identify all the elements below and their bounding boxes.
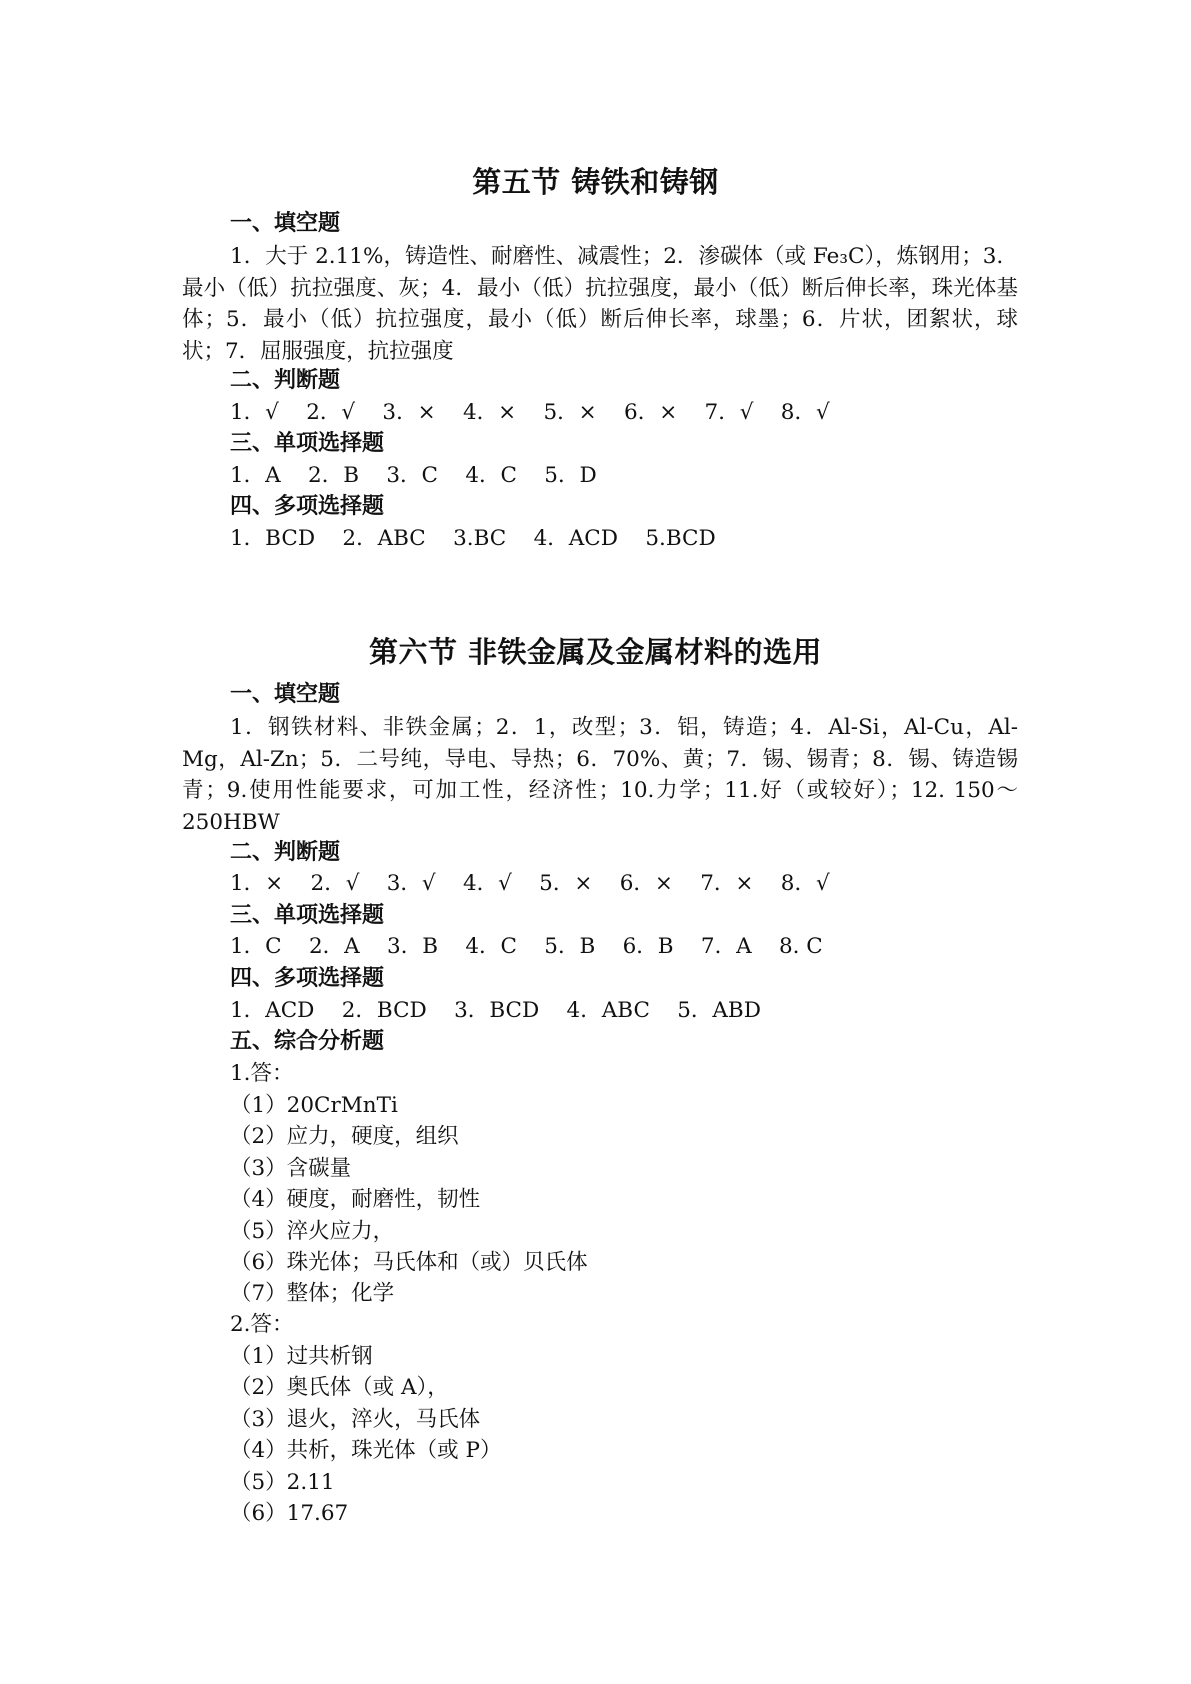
sec5-multi-answers: 1．BCD 2．ABC 3.BC 4．ACD 5.BCD xyxy=(230,526,716,551)
sec6-multi-heading: 四、多项选择题 xyxy=(230,966,385,991)
sec5-single-heading: 三、单项选择题 xyxy=(230,431,385,456)
sec6-analysis-heading: 五、综合分析题 xyxy=(230,1029,385,1054)
question2-answer-list xyxy=(230,1341,501,1529)
answer-item: （2）奥氏体（或 A）， xyxy=(230,1375,449,1401)
section6-title: 第六节 非铁金属及金属材料的选用 xyxy=(368,635,823,669)
answer-item: （2）应力，硬度，组织 xyxy=(230,1124,459,1150)
sec5-single-answers: 1．A 2．B 3．C 4．C 5．D xyxy=(230,463,597,488)
sec6-fill-heading: 一、填空题 xyxy=(230,682,341,707)
answer-item: （7）整体；化学 xyxy=(230,1281,395,1307)
answer-item: （3）退火，淬火，马氏体 xyxy=(230,1406,481,1432)
sec6-single-answers: 1．C 2．A 3．B 4．C 5．B 6．B 7．A 8. C xyxy=(230,934,823,959)
sec5-judge-heading: 二、判断题 xyxy=(230,368,341,393)
sec6-judge-heading: 二、判断题 xyxy=(230,840,341,865)
answer-item: （1）20CrMnTi xyxy=(230,1093,398,1118)
question1-answer-list xyxy=(230,1090,588,1310)
answer-item: （4）共析，珠光体（或 P） xyxy=(230,1438,502,1464)
section5-title: 第五节 铸铁和铸钢 xyxy=(472,165,719,199)
sec6-single-heading: 三、单项选择题 xyxy=(230,903,385,928)
sec5-fill-answers: 1．大于 2.11%，铸造性、耐磨性、减震性；2．渗碳体（或 Fe₃C），炼钢用；3．最小（低）抗拉强度、灰；4．最小（低）抗拉强度，最小（低）断后伸长率，珠光体基体；5．最小（低）抗拉强度，最小（低）断后伸长率，球墨；6．片状，团絮状，球状；7．屈服强度，抗拉强度 xyxy=(182,244,1018,365)
sec5-judge-answers: 1．√ 2．√ 3．× 4．× 5．× 6．× 7．√ 8．√ xyxy=(230,400,830,425)
sec5-multi-heading: 四、多项选择题 xyxy=(230,494,385,519)
sec6-multi-answers: 1．ACD 2．BCD 3．BCD 4．ABC 5．ABD xyxy=(230,998,761,1023)
question1-label: 1.答： xyxy=(230,1061,294,1086)
sec5-fill-heading: 一、填空题 xyxy=(230,211,341,236)
question2-label: 2.答： xyxy=(230,1312,294,1337)
sec6-judge-answers: 1．× 2．√ 3．√ 4．√ 5．× 6．× 7．× 8．√ xyxy=(230,871,830,896)
answer-item: （1）过共析钢 xyxy=(230,1344,373,1369)
sec6-fill-answers: 1．钢铁材料、非铁金属；2．1，改型；3．铝，铸造；4．Al-Si，Al-Cu，Al-Mg，Al-Zn；5．二号纯，导电、导热；6．70%、黄；7．锡、锡青；8．锡、铸造锡青；9.使用性能要求，可加工性，经济性；10.力学；11.好（或较好）；12. 150～250HBW xyxy=(182,715,1018,836)
answer-item: （4）硬度，耐磨性，韧性 xyxy=(230,1187,481,1213)
answer-item: （5）2.11 xyxy=(230,1469,335,1495)
answer-item: （6）17.67 xyxy=(230,1501,349,1527)
answer-item: （5）淬火应力， xyxy=(230,1218,395,1244)
answer-item: （6）珠光体；马氏体和（或）贝氏体 xyxy=(230,1250,588,1276)
answer-item: （3）含碳量 xyxy=(230,1155,352,1181)
